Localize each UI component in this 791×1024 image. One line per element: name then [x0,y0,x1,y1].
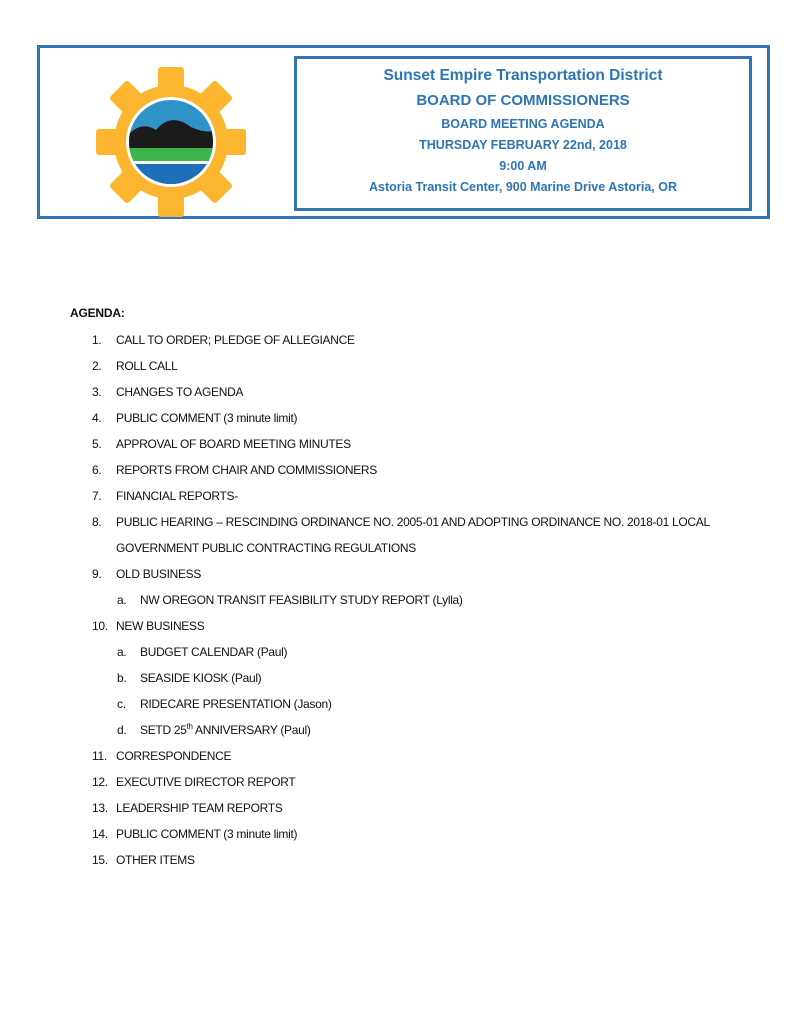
organization-name: Sunset Empire Transportation District [383,67,663,84]
item-number: 1. [92,333,102,347]
agenda-item [0,825,791,851]
subitem-text: NW OREGON TRANSIT FEASIBILITY STUDY REPORT (Lylla) [140,593,463,607]
item-number: 15. [92,853,108,867]
agenda-item [0,565,791,591]
agenda-item [0,617,791,643]
item-text: CORRESPONDENCE [116,749,232,763]
item-number: 5. [92,437,102,451]
agenda-heading: AGENDA: [70,306,125,320]
item-text: EXECUTIVE DIRECTOR REPORT [116,775,296,789]
item-text: OTHER ITEMS [116,853,195,867]
subitem-letter: c. [117,697,126,711]
item-number: 8. [92,515,102,529]
item-number: 7. [92,489,102,503]
item-number: 14. [92,827,108,841]
item-number: 11. [92,749,107,763]
agenda-item [0,799,791,825]
agenda-item [0,513,791,539]
item-number: 12. [92,775,108,789]
item-number: 4. [92,411,102,425]
item-text: NEW BUSINESS [116,619,205,633]
item-text: LEADERSHIP TEAM REPORTS [116,801,283,815]
subitem-text: RIDECARE PRESENTATION (Jason) [140,697,332,711]
ordinal-suffix: th [186,722,193,731]
meeting-location: Astoria Transit Center, 900 Marine Drive Astoria, OR [369,180,677,194]
item-text: REPORTS FROM CHAIR AND COMMISSIONERS [116,463,378,477]
agenda-subitem [0,695,791,721]
agenda-subitem [0,669,791,695]
agenda-item [0,383,791,409]
item-text: PUBLIC COMMENT (3 minute limit) [116,827,298,841]
agenda-subitem [0,643,791,669]
item-text: FINANCIAL REPORTS- [116,489,238,503]
subitem-text [140,721,311,739]
agenda-subitem [0,591,791,617]
subitem-letter: d. [117,723,127,737]
item-number: 3. [92,385,102,399]
item-text: APPROVAL OF BOARD MEETING MINUTES [116,437,351,451]
item-number: 9. [92,567,102,581]
meeting-date: THURSDAY FEBRUARY 22nd, 2018 [419,138,627,152]
subitem-text-pre: SETD 25 [140,723,187,737]
subitem-letter: b. [117,671,127,685]
item-text: PUBLIC HEARING – RESCINDING ORDINANCE NO. 2005-01 AND ADOPTING ORDINANCE NO. 2018-01 LOCAL [116,515,710,529]
item-text: CHANGES TO AGENDA [116,385,244,399]
item-text: CALL TO ORDER; PLEDGE OF ALLEGIANCE [116,333,355,347]
agenda-item [0,331,791,357]
meeting-time: 9:00 AM [499,159,547,173]
item-number: 6. [92,463,102,477]
item-text: PUBLIC COMMENT (3 minute limit) [116,411,298,425]
agenda-item [0,773,791,799]
agenda-item [0,487,791,513]
agenda-subitem [0,721,791,747]
document-type: BOARD MEETING AGENDA [441,117,605,131]
agenda-item [0,435,791,461]
item-number: 13. [92,801,108,815]
board-name: BOARD OF COMMISSIONERS [416,92,630,109]
agenda-item [0,357,791,383]
subitem-text: SEASIDE KIOSK (Paul) [140,671,262,685]
meeting-title-box [294,56,752,211]
agenda-item [0,851,791,877]
subitem-text-post: ANNIVERSARY (Paul) [192,723,311,737]
agenda-item [0,747,791,773]
agenda-item-continuation [0,539,791,565]
agenda-item [0,409,791,435]
agenda-list [0,331,791,877]
item-text-continued: GOVERNMENT PUBLIC CONTRACTING REGULATIONS [116,541,416,555]
item-number: 2. [92,359,102,373]
item-number: 10. [92,619,108,633]
subitem-letter: a. [117,645,127,659]
gear-landscape-logo-icon [94,67,248,217]
subitem-text: BUDGET CALENDAR (Paul) [140,645,288,659]
item-text: ROLL CALL [116,359,178,373]
agenda-item [0,461,791,487]
subitem-letter: a. [117,593,127,607]
item-text: OLD BUSINESS [116,567,202,581]
